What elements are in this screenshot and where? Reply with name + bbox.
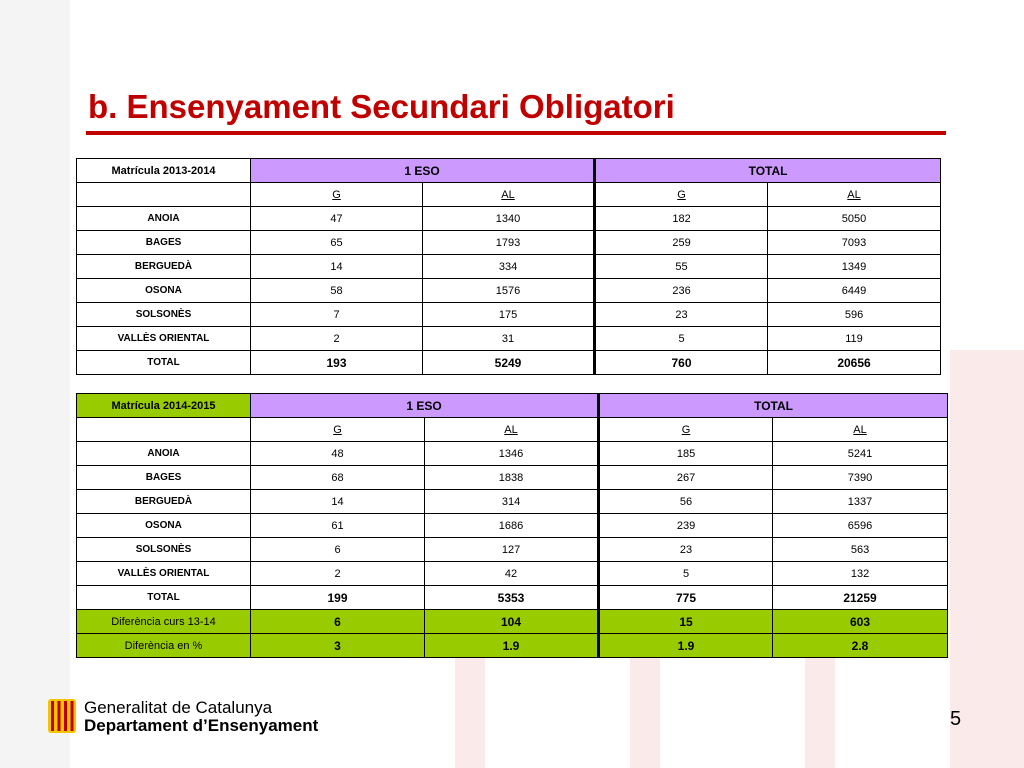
table-row <box>77 514 948 538</box>
cell: 31 <box>423 327 595 351</box>
cell: 132 <box>773 562 948 586</box>
cell: 1838 <box>425 466 599 490</box>
footer-department: Departament d’Ensenyament <box>84 716 319 735</box>
cell: 23 <box>595 303 768 327</box>
diff-pct-cell: 1.9 <box>425 634 599 658</box>
cell: 1793 <box>423 231 595 255</box>
row-label: BAGES <box>77 231 251 255</box>
watermark-red-stripe-4 <box>950 350 1024 768</box>
cell: 175 <box>423 303 595 327</box>
table1-subheader: AL <box>768 183 941 207</box>
cell: 127 <box>425 538 599 562</box>
table2-empty-cell <box>77 418 251 442</box>
cell: 5 <box>599 562 773 586</box>
table2-subheader: AL <box>425 418 599 442</box>
row-label: VALLÈS ORIENTAL <box>77 327 251 351</box>
cell: 6449 <box>768 279 941 303</box>
title-underline <box>86 131 946 135</box>
table2-subheader: AL <box>773 418 948 442</box>
diff-pct-label: Diferència en % <box>77 634 251 658</box>
cell: 596 <box>768 303 941 327</box>
cell: 5050 <box>768 207 941 231</box>
total-cell: 20656 <box>768 351 941 375</box>
cell: 1337 <box>773 490 948 514</box>
total-cell: 5353 <box>425 586 599 610</box>
cell: 1349 <box>768 255 941 279</box>
cell: 1576 <box>423 279 595 303</box>
cell: 7 <box>251 303 423 327</box>
cell: 182 <box>595 207 768 231</box>
cell: 68 <box>251 466 425 490</box>
total-label: TOTAL <box>77 351 251 375</box>
row-label: BAGES <box>77 466 251 490</box>
cell: 259 <box>595 231 768 255</box>
row-label: SOLSONÈS <box>77 538 251 562</box>
table2-corner: Matrícula 2014-2015 <box>77 394 251 418</box>
cell: 58 <box>251 279 423 303</box>
table-total-row <box>77 351 941 375</box>
table-row <box>77 255 941 279</box>
row-label: OSONA <box>77 514 251 538</box>
enrollment-table-2013-2014 <box>76 158 941 375</box>
row-label: BERGUEDÀ <box>77 490 251 514</box>
table1-group-1eso: 1 ESO <box>251 159 595 183</box>
table2-subheader: G <box>251 418 425 442</box>
cell: 7390 <box>773 466 948 490</box>
row-label: ANOIA <box>77 207 251 231</box>
row-label: ANOIA <box>77 442 251 466</box>
cell: 48 <box>251 442 425 466</box>
cell: 55 <box>595 255 768 279</box>
diff-pct-cell: 2.8 <box>773 634 948 658</box>
row-label: OSONA <box>77 279 251 303</box>
table-row <box>77 207 941 231</box>
enrollment-table-2014-2015 <box>76 393 948 658</box>
table-row <box>77 442 948 466</box>
table1-empty-cell <box>77 183 251 207</box>
cell: 236 <box>595 279 768 303</box>
cell: 7093 <box>768 231 941 255</box>
total-label: TOTAL <box>77 586 251 610</box>
cell: 334 <box>423 255 595 279</box>
total-cell: 5249 <box>423 351 595 375</box>
table2-group-total: TOTAL <box>599 394 948 418</box>
cell: 563 <box>773 538 948 562</box>
cell: 1686 <box>425 514 599 538</box>
cell: 56 <box>599 490 773 514</box>
cell: 14 <box>251 255 423 279</box>
table-row <box>77 231 941 255</box>
cell: 47 <box>251 207 423 231</box>
table-row <box>77 303 941 327</box>
diff-course-cell: 104 <box>425 610 599 634</box>
table2-group-1eso: 1 ESO <box>251 394 599 418</box>
cell: 119 <box>768 327 941 351</box>
table-row <box>77 327 941 351</box>
catalan-flag-logo-icon <box>48 699 76 733</box>
table1-subheader: G <box>251 183 423 207</box>
cell: 267 <box>599 466 773 490</box>
slide-title: b. Ensenyament Secundari Obligatori <box>88 88 675 125</box>
cell: 1340 <box>423 207 595 231</box>
cell: 5 <box>595 327 768 351</box>
table-row <box>77 562 948 586</box>
diff-course-row <box>77 610 948 634</box>
cell: 2 <box>251 327 423 351</box>
cell: 185 <box>599 442 773 466</box>
row-label: VALLÈS ORIENTAL <box>77 562 251 586</box>
total-cell: 760 <box>595 351 768 375</box>
diff-course-cell: 15 <box>599 610 773 634</box>
table1-group-total: TOTAL <box>595 159 941 183</box>
cell: 1346 <box>425 442 599 466</box>
table-row <box>77 466 948 490</box>
diff-pct-cell: 1.9 <box>599 634 773 658</box>
row-label: SOLSONÈS <box>77 303 251 327</box>
total-cell: 775 <box>599 586 773 610</box>
diff-course-cell: 603 <box>773 610 948 634</box>
table-row <box>77 279 941 303</box>
page-number: 5 <box>950 708 962 730</box>
total-cell: 199 <box>251 586 425 610</box>
row-label: BERGUEDÀ <box>77 255 251 279</box>
cell: 314 <box>425 490 599 514</box>
table-row <box>77 538 948 562</box>
table1-subheader: AL <box>423 183 595 207</box>
cell: 65 <box>251 231 423 255</box>
diff-course-label: Diferència curs 13-14 <box>77 610 251 634</box>
total-cell: 21259 <box>773 586 948 610</box>
cell: 14 <box>251 490 425 514</box>
table2-subheader: G <box>599 418 773 442</box>
diff-pct-cell: 3 <box>251 634 425 658</box>
cell: 23 <box>599 538 773 562</box>
cell: 42 <box>425 562 599 586</box>
cell: 5241 <box>773 442 948 466</box>
cell: 239 <box>599 514 773 538</box>
footer-generalitat: Generalitat de Catalunya <box>84 698 273 717</box>
cell: 6 <box>251 538 425 562</box>
cell: 61 <box>251 514 425 538</box>
watermark-left-band <box>0 0 70 768</box>
diff-course-cell: 6 <box>251 610 425 634</box>
table1-subheader: G <box>595 183 768 207</box>
cell: 2 <box>251 562 425 586</box>
total-cell: 193 <box>251 351 423 375</box>
table-row <box>77 490 948 514</box>
table1-corner: Matrícula 2013-2014 <box>77 159 251 183</box>
table-total-row <box>77 586 948 610</box>
cell: 6596 <box>773 514 948 538</box>
diff-pct-row <box>77 634 948 658</box>
